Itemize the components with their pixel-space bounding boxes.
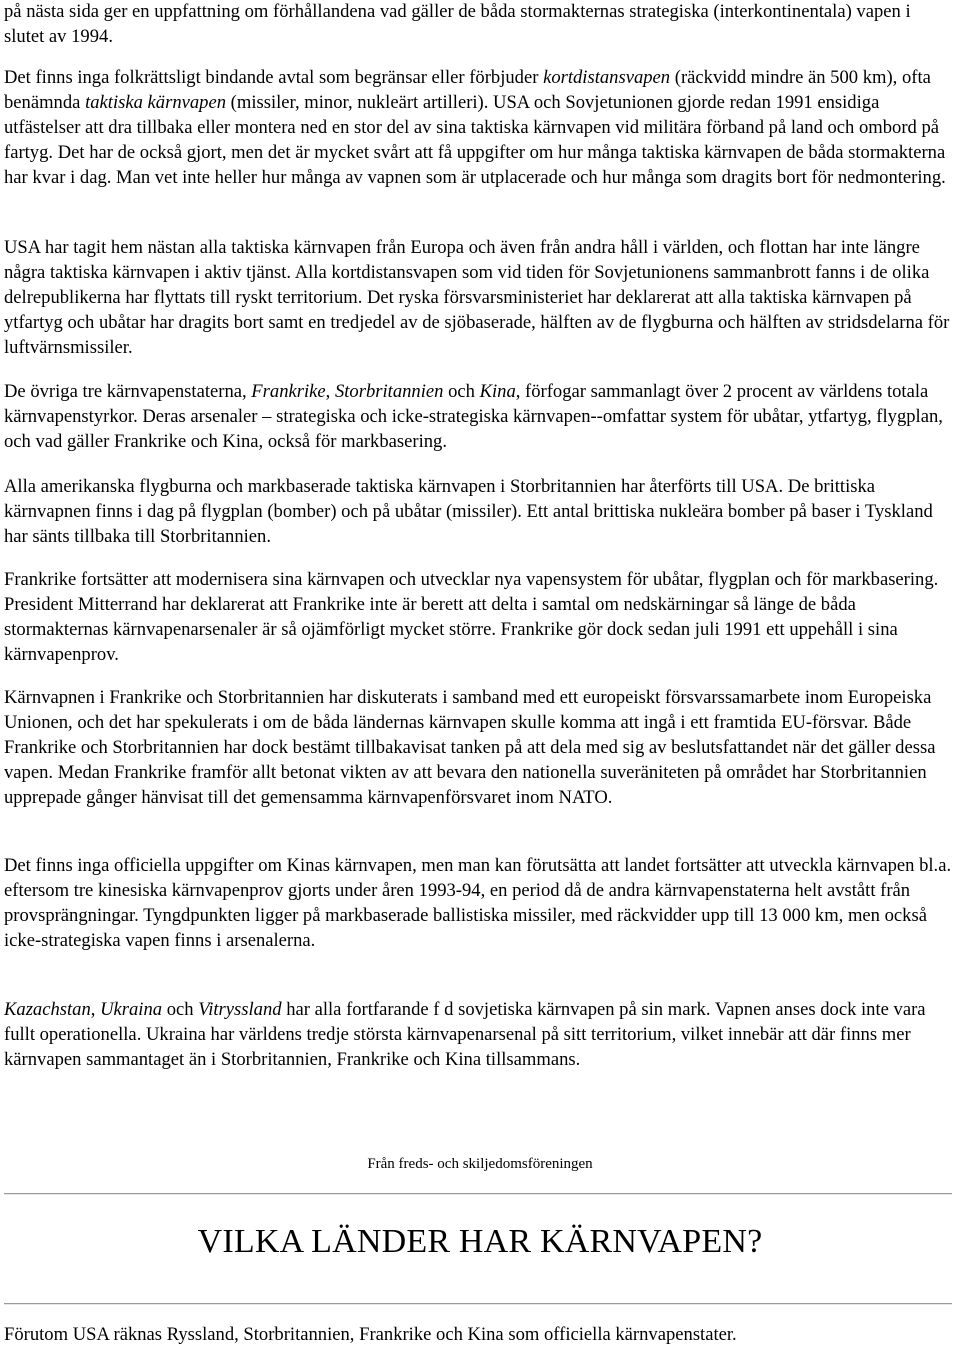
italic-term: taktiska kärnvapen [85, 92, 227, 113]
paragraph: Det finns inga officiella uppgifter om Kinas kärnvapen, men man kan förutsätta att landet fortsätter att utveckla kärnvapen bl.a. eftersom tre kinesiska kärnvapenprov gjorts under åren 1993-94, en period då de andra kärnvapenstaterna helt avstått från provsprängningar. Tyngdpunkten ligger på markbaserade ballistiska missiler, med räckvidder upp till 13 000 km, men också icke-strategiska vapen finns i arsenalerna. [4, 855, 952, 951]
closing-paragraph: Förutom USA räknas Ryssland, Storbritannien, Frankrike och Kina som officiella kärnvapenstater. [4, 1324, 737, 1345]
horizontal-rule [4, 1193, 952, 1195]
paragraph: Frankrike fortsätter att modernisera sina kärnvapen och utvecklar nya vapensystem för ubåtar, flygplan och för markbasering. President Mitterrand har deklarerat att Frankrike inte är berett att delta i samtal om nedskärningar så länge de båda stormakternas kärnvapenarsenaler är så ojämförligt mycket större. Frankrike gör dock sedan juli 1991 ett uppehåll i sina kärnvapenprov. [4, 569, 939, 665]
paragraph: Kärnvapnen i Frankrike och Storbritannien har diskuterats i samband med ett europeiskt försvarssamarbete inom Europeiska Unionen, och det har spekulerats i om de båda ländernas kärnvapen skulle komma att ingå i ett framtida EU-försvar. Både Frankrike och Storbritannien har dock bestämt tillbakavisat tanken på att dela med sig av beslutsfattandet när det gäller dessa vapen. Medan Frankrike framför allt betonat vikten av att bevara den nationella suveräniteten på området har Storbritannien upprepade gånger hänvisat till det gemensamma kärnvapenförsvaret inom NATO. [4, 687, 936, 808]
italic-country: Kazachstan [4, 999, 91, 1020]
italic-country: Kina [479, 381, 516, 402]
italic-term: kortdistansvapen [543, 67, 671, 88]
italic-country: Storbritannien [334, 381, 444, 402]
paragraph: Alla amerikanska flygburna och markbaserade taktiska kärnvapen i Storbritannien har återförts till USA. De brittiska kärnvapnen finns i dag på flygplan (bomber) och på ubåtar (missiler). Ett antal brittiska nukleära bomber på baser i Tyskland har sänts tillbaka till Storbritannien. [4, 476, 933, 547]
italic-country: Vitryssland [198, 999, 282, 1020]
page-heading: VILKA LÄNDER HAR KÄRNVAPEN? [197, 1223, 763, 1260]
paragraph: Kazachstan, Ukraina och Vitryssland har alla fortfarande f d sovjetiska kärnvapen på sin mark. Vapnen anses dock inte vara fullt operationella. Ukraina har världens tredje största kärnvapenarsenal på sitt territorium, vilket innebär att där finns mer kärnvapen sammantaget än i Storbritannien, Frankrike och Kina tillsammans. [4, 999, 926, 1070]
italic-country: Frankrike [251, 381, 326, 402]
horizontal-rule [4, 1303, 952, 1305]
paragraph: De övriga tre kärnvapenstaterna, Frankrike, Storbritannien och Kina, förfogar sammanlagt över 2 procent av världens totala kärnvapenstyrkor. Deras arsenaler – strategiska och icke-strategiska kärnvapen--omfattar system för ubåtar, ytfartyg, flygplan, och vad gäller Frankrike och Kina, också för markbasering. [4, 381, 943, 452]
source-credit: Från freds- och skiljedomsföreningen [367, 1156, 593, 1172]
paragraph: på nästa sida ger en uppfattning om förhållandena vad gäller de båda stormakternas strategiska (interkontinentala) vapen i slutet av 1994. [4, 1, 911, 47]
paragraph: Det finns inga folkrättsligt bindande avtal som begränsar eller förbjuder kortdistansvapen (räckvidd mindre än 500 km), ofta benämnda taktiska kärnvapen (missiler, minor, nukleärt artilleri). USA och Sovjetunionen gjorde redan 1991 ensidiga utfästelser att dra tillbaka eller montera ned en stor del av sina taktiska kärnvapen vid militära förband på land och ombord på fartyg. Det har de också gjort, men det är mycket svårt att få uppgifter om hur många taktiska kärnvapen de båda stormakterna har kvar i dag. Man vet inte heller hur många av vapnen som är utplacerade och hur många som dragits bort för nedmontering. [4, 67, 946, 188]
italic-country: Ukraina [100, 999, 163, 1020]
paragraph: USA har tagit hem nästan alla taktiska kärnvapen från Europa och även från andra håll i världen, och flottan har inte längre några taktiska kärnvapen i aktiv tjänst. Alla kortdistansvapen som vid tiden för Sovjetunionens sammanbrott fanns i de olika delrepublikerna har flyttats till ryskt territorium. Det ryska försvarsministeriet har deklarerat att alla taktiska kärnvapen på ytfartyg och ubåtar har dragits bort samt en tredjedel av de sjöbaserade, hälften av de flygburna och hälften av stridsdelarna för luftvärnsmissiler. [4, 237, 950, 358]
